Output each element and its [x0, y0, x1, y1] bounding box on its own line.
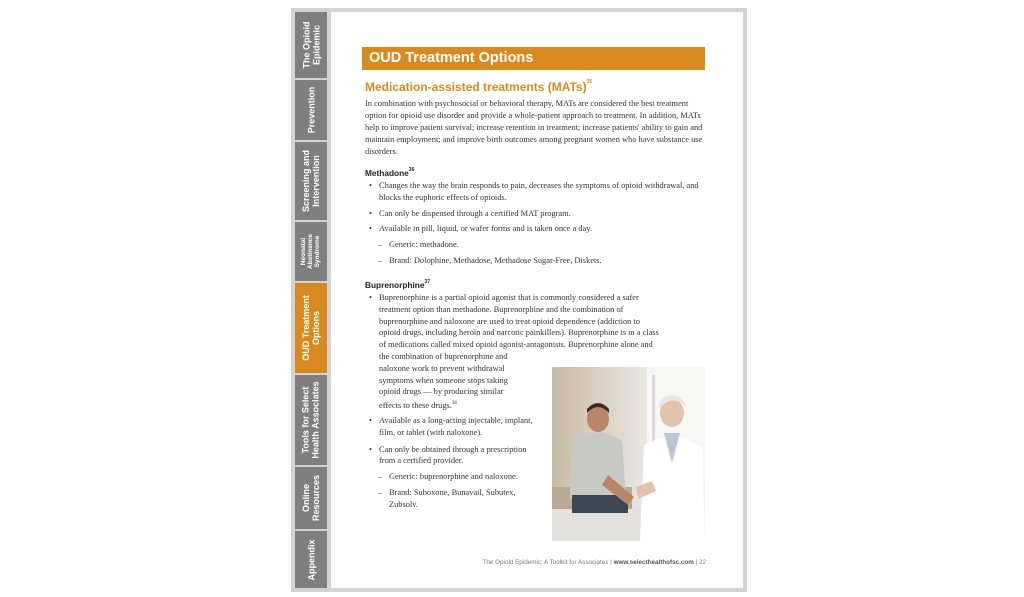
footnote-ref: 38: [451, 401, 457, 407]
list-subitem: – Generic: methadone.: [365, 239, 705, 251]
buprenorphine-list-continued: [365, 415, 543, 511]
tab-screening-and-intervention[interactable]: [295, 142, 327, 220]
methadone-heading: [365, 168, 414, 178]
footnote-ref: 37: [424, 279, 431, 285]
section-heading-text: Medication-assisted treatments (MATs): [365, 80, 587, 94]
bullet-line: symptoms when someone stops taking: [379, 375, 508, 385]
section-heading: [365, 80, 592, 94]
bullet-line: treatment option than methadone. Buprenorphine and the combination of: [379, 304, 624, 314]
tab-label: Prevention: [306, 86, 317, 134]
list-subitem: – Brand: Dolophine, Methadose, Methadose Sugar-Free, Diskets.: [365, 255, 705, 267]
tab-label: Online Resources: [301, 474, 321, 522]
tab-oud-treatment-options[interactable]: [295, 283, 327, 373]
bullet-line: of medications called mixed opioid agonist-antagonists. Buprenorphine alone and: [379, 340, 653, 350]
bullet-line: the combination of buprenorphine and: [379, 351, 508, 361]
footnote-ref: 35: [586, 79, 593, 85]
buprenorphine-heading-text: Buprenorphine: [365, 280, 425, 290]
tab-label: OUD Treatment Options: [301, 295, 322, 361]
section-banner: [362, 47, 705, 70]
list-item: • Can only be obtained through a prescription from a certified provider.: [365, 444, 543, 468]
footer-separator: |: [610, 559, 612, 566]
footer-url[interactable]: www.selecthealthofsc.com: [613, 559, 694, 566]
list-item: • Can only be dispensed through a certified MAT program.: [365, 208, 705, 220]
footer-separator: |: [695, 559, 698, 566]
bullet-line: buprenorphine and naloxone are used to treat opioid dependence (addiction to: [379, 316, 640, 326]
tab-label: Neonatal Abstinence Syndrome: [300, 233, 322, 270]
list-item: • Available in pill, liquid, or wafer forms and is taken once a day.: [365, 223, 705, 235]
tab-online-resources[interactable]: [295, 467, 327, 529]
footnote-ref: 36: [408, 167, 415, 173]
tab-label: Screening and Intervention: [301, 149, 322, 213]
bullet-line: opioid drugs, including heroin and narcotic painkillers). Buprenorphine is in a class: [379, 328, 659, 338]
list-subitem: – Brand: Suboxone, Bunavail, Subutex, Zubsolv.: [365, 487, 543, 511]
photo-illustration: [552, 367, 705, 541]
page-footer: [470, 559, 706, 566]
buprenorphine-heading: [365, 280, 430, 290]
bullet-line: Buprenorphine is a partial opioid agonist that is commonly considered a safer: [379, 293, 639, 302]
tab-neonatal-abstinence-syndrome[interactable]: [295, 222, 327, 281]
tab-label: The Opioid Epidemic: [301, 21, 321, 69]
tab-appendix[interactable]: [295, 531, 327, 588]
doctor-patient-photo: [552, 367, 705, 541]
section-tabs: [295, 12, 327, 588]
bullet-line: opioid drugs — by producing similar: [379, 387, 504, 397]
tab-prevention[interactable]: [295, 80, 327, 140]
tab-tools-for-select-health-associates[interactable]: [295, 375, 327, 465]
tab-label: Tools for Select Health Associates: [301, 381, 322, 459]
list-item: • Available as a long-acting injectable, implant, film, or tablet (with naloxone).: [365, 415, 543, 439]
list-subitem: – Generic: buprenorphine and naloxone.: [365, 471, 543, 483]
intro-paragraph: In combination with psychosocial or behavioral therapy, MATs are considered the best treatment option for opioid use disorder and provide a whole-patient approach to treatment. In addition, MATs help to improve patient survival; increase retention in treatment; increase patients' ability to gain and maintain employment; and improve birth outcomes among pregnant women who have substance use disorders.: [365, 99, 703, 156]
tab-the-opioid-epidemic[interactable]: [295, 12, 327, 78]
methadone-list: [365, 180, 705, 267]
banner-title: OUD Treatment Options: [369, 50, 534, 66]
page-number: 22: [698, 559, 706, 566]
bullet-line: naloxone work to prevent withdrawal: [379, 363, 505, 373]
bullet-line: effects to these drugs.: [379, 400, 452, 410]
footer-title: The Opioid Epidemic: A Toolkit for Associates: [482, 559, 609, 566]
tab-label: Appendix: [306, 538, 317, 581]
list-item: • Changes the way the brain responds to pain, decreases the symptoms of opioid withdrawal, and blocks the euphoric effects of opioids.: [365, 180, 705, 204]
methadone-heading-text: Methadone: [365, 168, 409, 178]
